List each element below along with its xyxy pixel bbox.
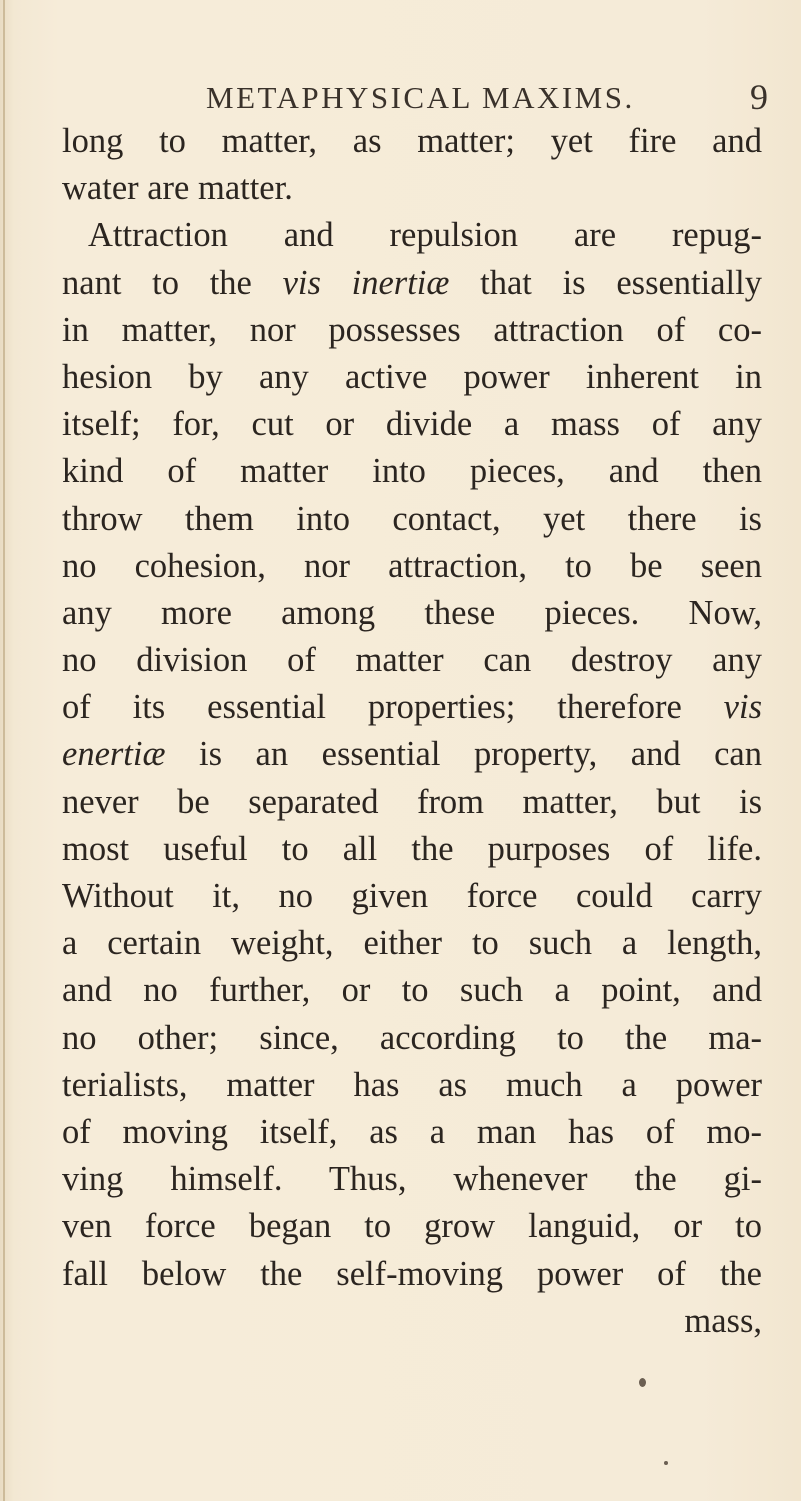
text-line: no other; since, according to the ma-	[62, 1018, 762, 1057]
text-line: any more among these pieces. Now,	[62, 593, 762, 632]
text-line: most useful to all the purposes of life.	[62, 829, 762, 868]
running-head: METAPHYSICAL MAXIMS.	[206, 80, 635, 115]
text-line: a certain weight, either to such a length,	[62, 924, 762, 963]
text-line: water are matter.	[62, 169, 293, 208]
text-line: fall below the self-moving power of the	[62, 1254, 762, 1293]
gutter-edge	[3, 0, 5, 1501]
text-run: that is essentially	[449, 263, 762, 302]
text-line: ven force began to grow languid, or to	[62, 1207, 762, 1246]
text-line: Attraction and repulsion are repug-	[88, 216, 762, 255]
page-header	[0, 76, 801, 120]
text-line: and no further, or to such a point, and	[62, 971, 762, 1010]
text-run: is an essential property, and can	[165, 735, 762, 774]
text-line: itself; for, cut or divide a mass of any	[62, 405, 762, 444]
body-text	[62, 118, 762, 1345]
text-line: throw them into contact, yet there is	[62, 499, 762, 538]
ink-speck	[639, 1378, 646, 1387]
text-line: never be separated from matter, but is	[62, 782, 762, 821]
text-line: terialists, matter has as much a power	[62, 1065, 762, 1104]
text-line: hesion by any active power inherent in	[62, 357, 762, 396]
italic-term: enertiæ	[62, 735, 166, 774]
text-line: of moving itself, as a man has of mo-	[62, 1112, 762, 1151]
text-run: nant to the	[62, 263, 283, 302]
text-line	[62, 731, 762, 778]
text-line: kind of matter into pieces, and then	[62, 452, 762, 491]
text-line: no division of matter can destroy any	[62, 641, 762, 680]
italic-term: vis	[723, 688, 762, 727]
catchword: mass,	[684, 1301, 762, 1340]
italic-term: vis inertiæ	[282, 263, 450, 302]
text-line: no cohesion, nor attraction, to be seen	[62, 546, 762, 585]
ink-speck	[664, 1461, 668, 1465]
text-line	[62, 684, 762, 731]
text-run: of its essential properties; therefore	[62, 688, 724, 727]
text-line: Without it, no given force could carry	[62, 877, 762, 915]
page-number: 9	[750, 77, 768, 117]
text-line: in matter, nor possesses attraction of co-	[62, 310, 762, 349]
text-line: ving himself. Thus, whenever the gi-	[62, 1160, 762, 1199]
text-line	[62, 260, 762, 307]
text-line: long to matter, as matter; yet fire and	[62, 122, 762, 160]
